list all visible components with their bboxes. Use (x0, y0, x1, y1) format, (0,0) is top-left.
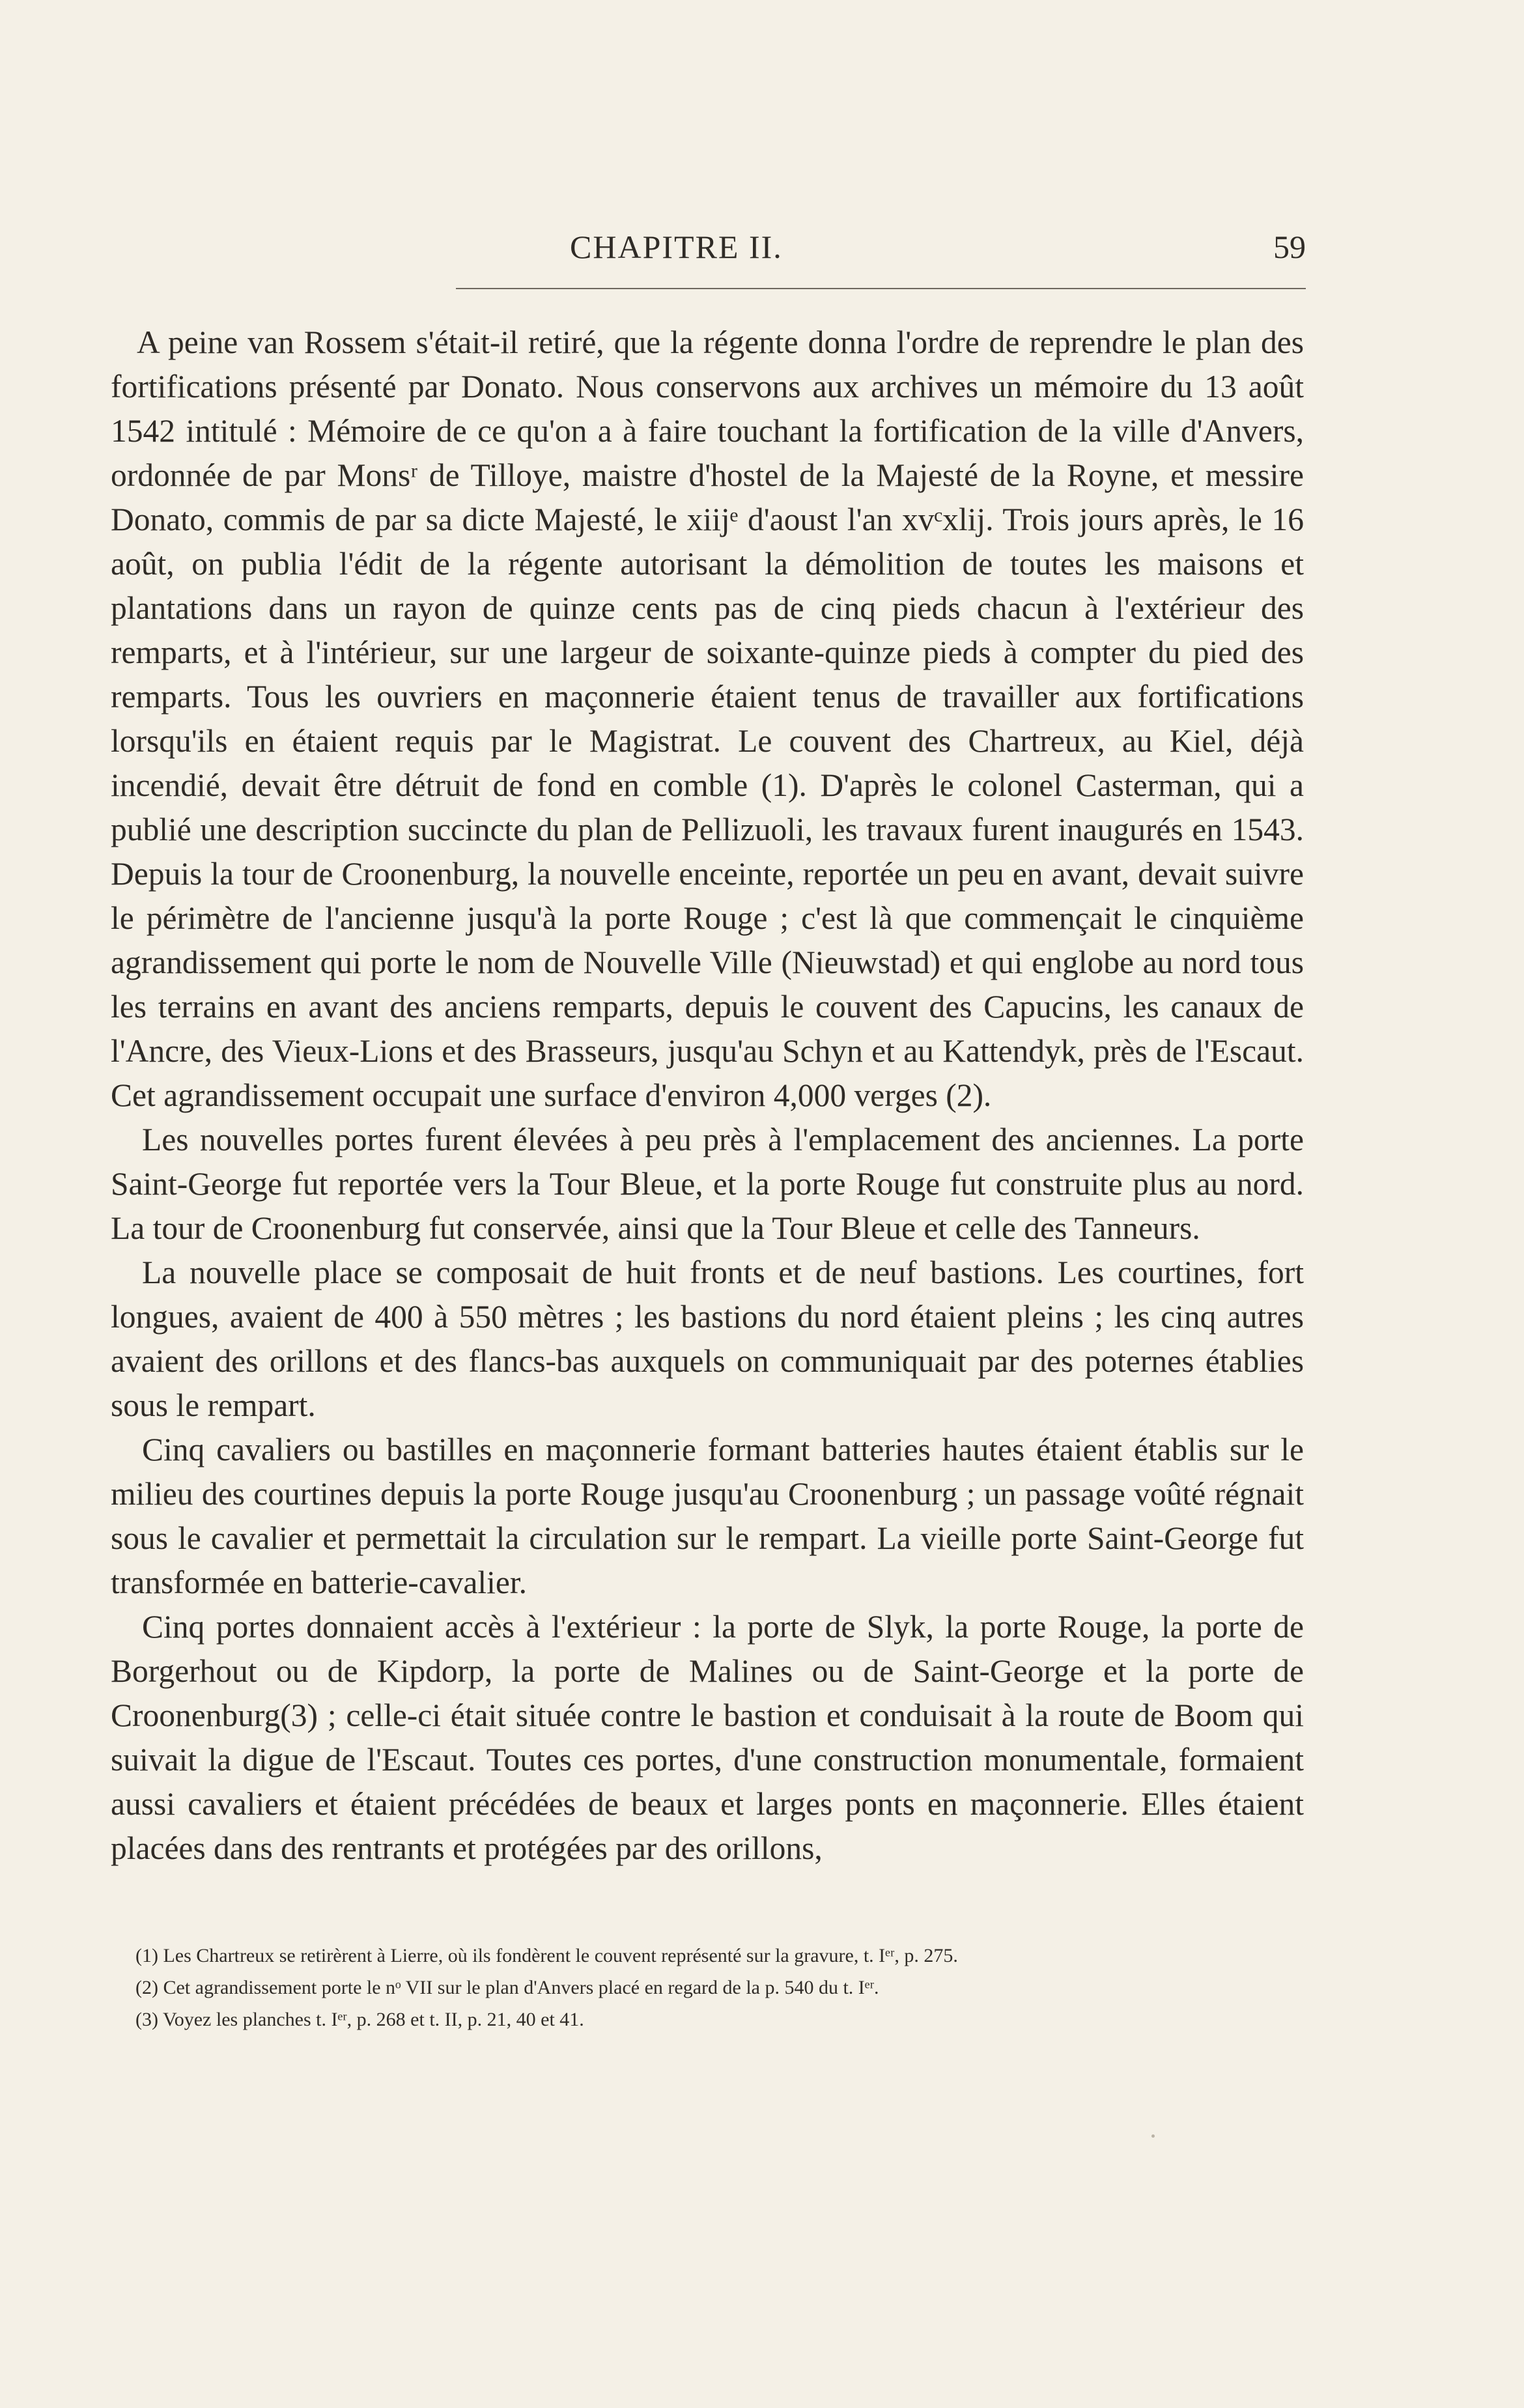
paragraph-3: La nouvelle place se composait de huit fronts et de neuf bastions. Les courtines, fort longues, avaient de 400 à 550 mètres ; les bastions du nord étaient pleins ; les cinq autres avaient des orillons et des flancs-bas auxquels on communiquait par des poternes établies sous le rempart. (111, 1254, 1304, 1423)
footnote-3: (3) Voyez les planches t. Iᵉʳ, p. 268 et t. II, p. 21, 40 et 41. (135, 2009, 584, 2030)
running-header (114, 228, 1306, 280)
paragraph-5: Cinq portes donnaient accès à l'extérieur : la porte de Slyk, la porte Rouge, la porte de Borgerhout ou de Kipdorp, la porte de Malines ou de Saint-George et la porte de Croonenburg(3) ; celle-ci était située contre le bastion et conduisait à la route de Boom qui suivait la digue de l'Escaut. Toutes ces portes, d'une construction monumentale, formaient aussi cavaliers et étaient précédées de beaux et larges ponts en maçonnerie. Elles étaient placées dans des rentrants et protégées par des orillons, (111, 1609, 1304, 1866)
chapter-title: CHAPITRE II. (570, 229, 783, 265)
footnote-2: (2) Cet agrandissement porte le nᵒ VII sur le plan d'Anvers placé en regard de la p. 540 du t. Iᵉʳ. (135, 1977, 879, 1998)
paragraph-4: Cinq cavaliers ou bastilles en maçonnerie formant batteries hautes étaient établis sur le milieu des courtines depuis la porte Rouge jusqu'au Croonenburg ; un passage voûté régnait sous le cavalier et permettait la circulation sur le rempart. La vieille porte Saint-George fut transformée en batterie-cavalier. (111, 1432, 1304, 1600)
main-text (111, 320, 1304, 1871)
footnote-1: (1) Les Chartreux se retirèrent à Lierre, où ils fondèrent le couvent représenté sur la gravure, t. Iᵉʳ, p. 275. (135, 1945, 958, 1966)
page-number: 59 (1273, 229, 1306, 265)
header-rule (456, 288, 1306, 289)
footnotes (135, 1940, 1314, 2035)
paper-speck (1151, 2134, 1155, 2138)
paragraph-2: Les nouvelles portes furent élevées à peu près à l'emplacement des anciennes. La porte Saint-George fut reportée vers la Tour Bleue, et la porte Rouge fut construite plus au nord. La tour de Croonenburg fut conservée, ainsi que la Tour Bleue et celle des Tanneurs. (111, 1122, 1304, 1246)
paragraph-1: A peine van Rossem s'était-il retiré, que la régente donna l'ordre de reprendre le plan des fortifications présenté par Donato. Nous conservons aux archives un mémoire du 13 août 1542 intitulé : Mémoire de ce qu'on a à faire touchant la fortification de la ville d'Anvers, ordonnée de par Monsʳ de Tilloye, maistre d'hostel de la Majesté de la Royne, et messire Donato, commis de par sa dicte Majesté, le xiijᵉ d'aoust l'an xvᶜxlij. Trois jours après, le 16 août, on publia l'édit de la régente autorisant la démolition de toutes les maisons et plantations dans un rayon de quinze cents pas de cinq pieds chacun à l'extérieur des remparts, et à l'intérieur, sur une largeur de soixante-quinze pieds à compter du pied des remparts. Tous les ouvriers en maçonnerie étaient tenus de travailler aux fortifications lorsqu'ils en étaient requis par le Magistrat. Le couvent des Chartreux, au Kiel, déjà incendié, devait être détruit de fond en comble (1). D'après le colonel Casterman, qui a publié une description succincte du plan de Pellizuoli, les travaux furent inaugurés en 1543. Depuis la tour de Croonenburg, la nouvelle enceinte, reportée un peu en avant, devait suivre le périmètre de l'ancienne jusqu'à la porte Rouge ; c'est là que commençait le cinquième agrandissement qui porte le nom de Nouvelle Ville (Nieuwstad) et qui englobe au nord tous les terrains en avant des anciens remparts, depuis le couvent des Capucins, les canaux de l'Ancre, des Vieux-Lions et des Brasseurs, jusqu'au Schyn et au Kattendyk, près de l'Escaut. Cet agrandissement occupait une surface d'environ 4,000 verges (2). (111, 324, 1304, 1113)
